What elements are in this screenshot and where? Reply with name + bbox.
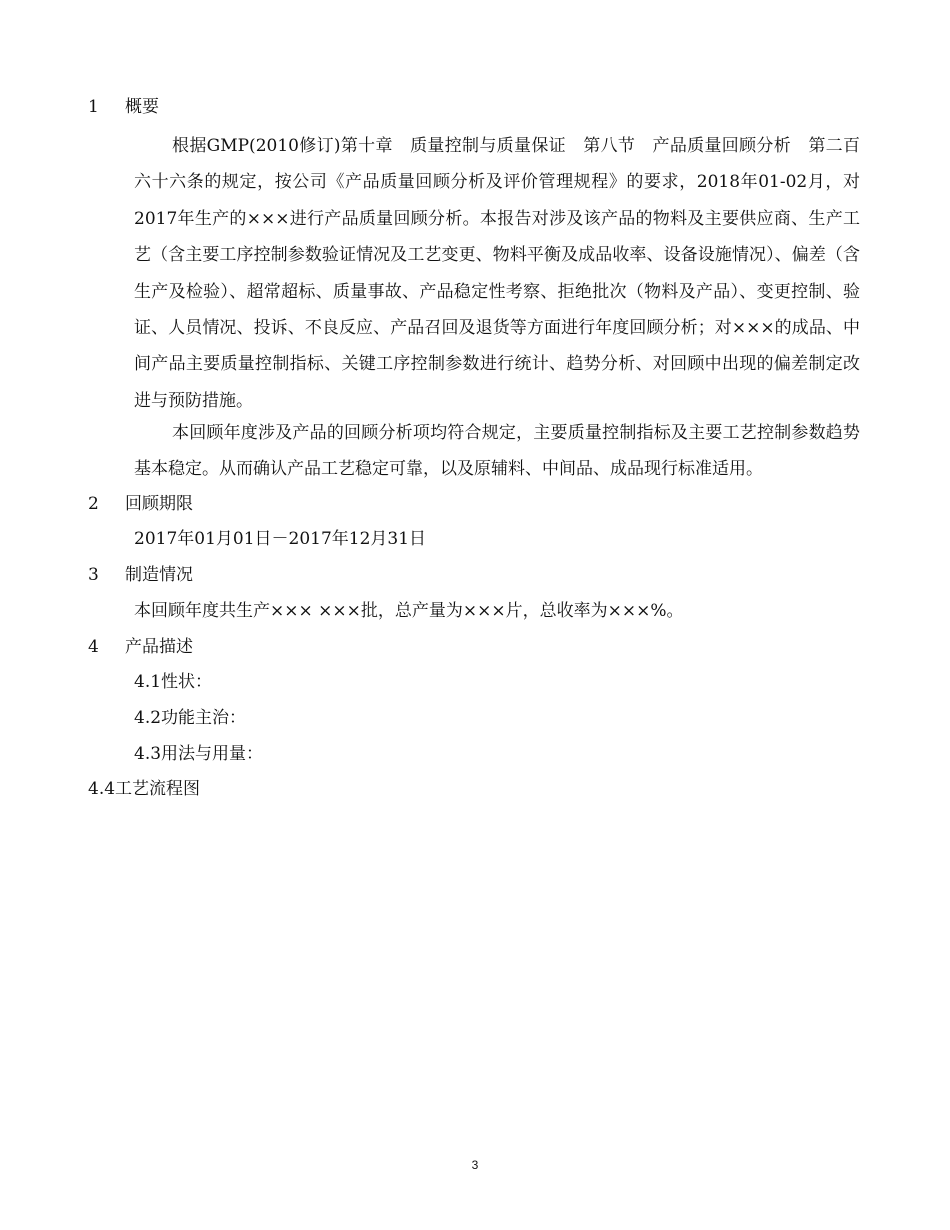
manufacturing-text: 本回顾年度共生产××× ×××批，总产量为×××片，总收率为×××%。	[134, 601, 684, 621]
section-4-heading	[88, 632, 193, 662]
section-number: 1	[88, 97, 99, 117]
subsection-4-3: 4.3用法与用量：	[134, 744, 264, 764]
overview-paragraph-2: 本回顾年度涉及产品的回顾分析项均符合规定，主要质量控制指标及主要工艺控制参数趋势基本稳定。从而确认产品工艺稳定可靠，以及原辅料、中间品、成品现行标准适用。	[134, 423, 860, 480]
section-number: 3	[88, 565, 99, 585]
section-2-heading	[88, 489, 193, 519]
subsection-4-1: 4.1性状：	[134, 672, 213, 692]
section-title: 制造情况	[125, 565, 193, 585]
section-number: 2	[88, 494, 99, 514]
review-period-text: 2017年01月01日－2017年12月31日	[134, 529, 427, 549]
section-title: 产品描述	[125, 637, 193, 657]
subsection-4-4-flowchart: 4.4工艺流程图	[88, 779, 201, 799]
section-title: 概要	[125, 97, 159, 117]
section-title: 回顾期限	[125, 494, 193, 514]
section-3-heading	[88, 560, 193, 590]
subsection-4-2: 4.2功能主治：	[134, 708, 247, 728]
overview-paragraph-1: 根据GMP(2010修订)第十章 质量控制与质量保证 第八节 产品质量回顾分析 第二百六十六条的规定，按公司《产品质量回顾分析及评价管理规程》的要求，2018年01-02月，对2017年生产的×××进行产品质量回顾分析。本报告对涉及该产品的物料及主要供应商、生产工艺（含主要工序控制参数验证情况及工艺变更、物料平衡及成品收率、设备设施情况）、偏差（含生产及检验）、超常超标、质量事故、产品稳定性考察、拒绝批次（物料及产品）、变更控制、验证、人员情况、投诉、不良反应、产品召回及退货等方面进行年度回顾分析；对×××的成品、中间产品主要质量控制指标、关键工序控制参数进行统计、趋势分析、对回顾中出现的偏差制定改进与预防措施。	[134, 136, 860, 411]
page-number: 3	[471, 1158, 479, 1172]
section-number: 4	[88, 637, 99, 657]
section-1-heading	[88, 92, 159, 122]
